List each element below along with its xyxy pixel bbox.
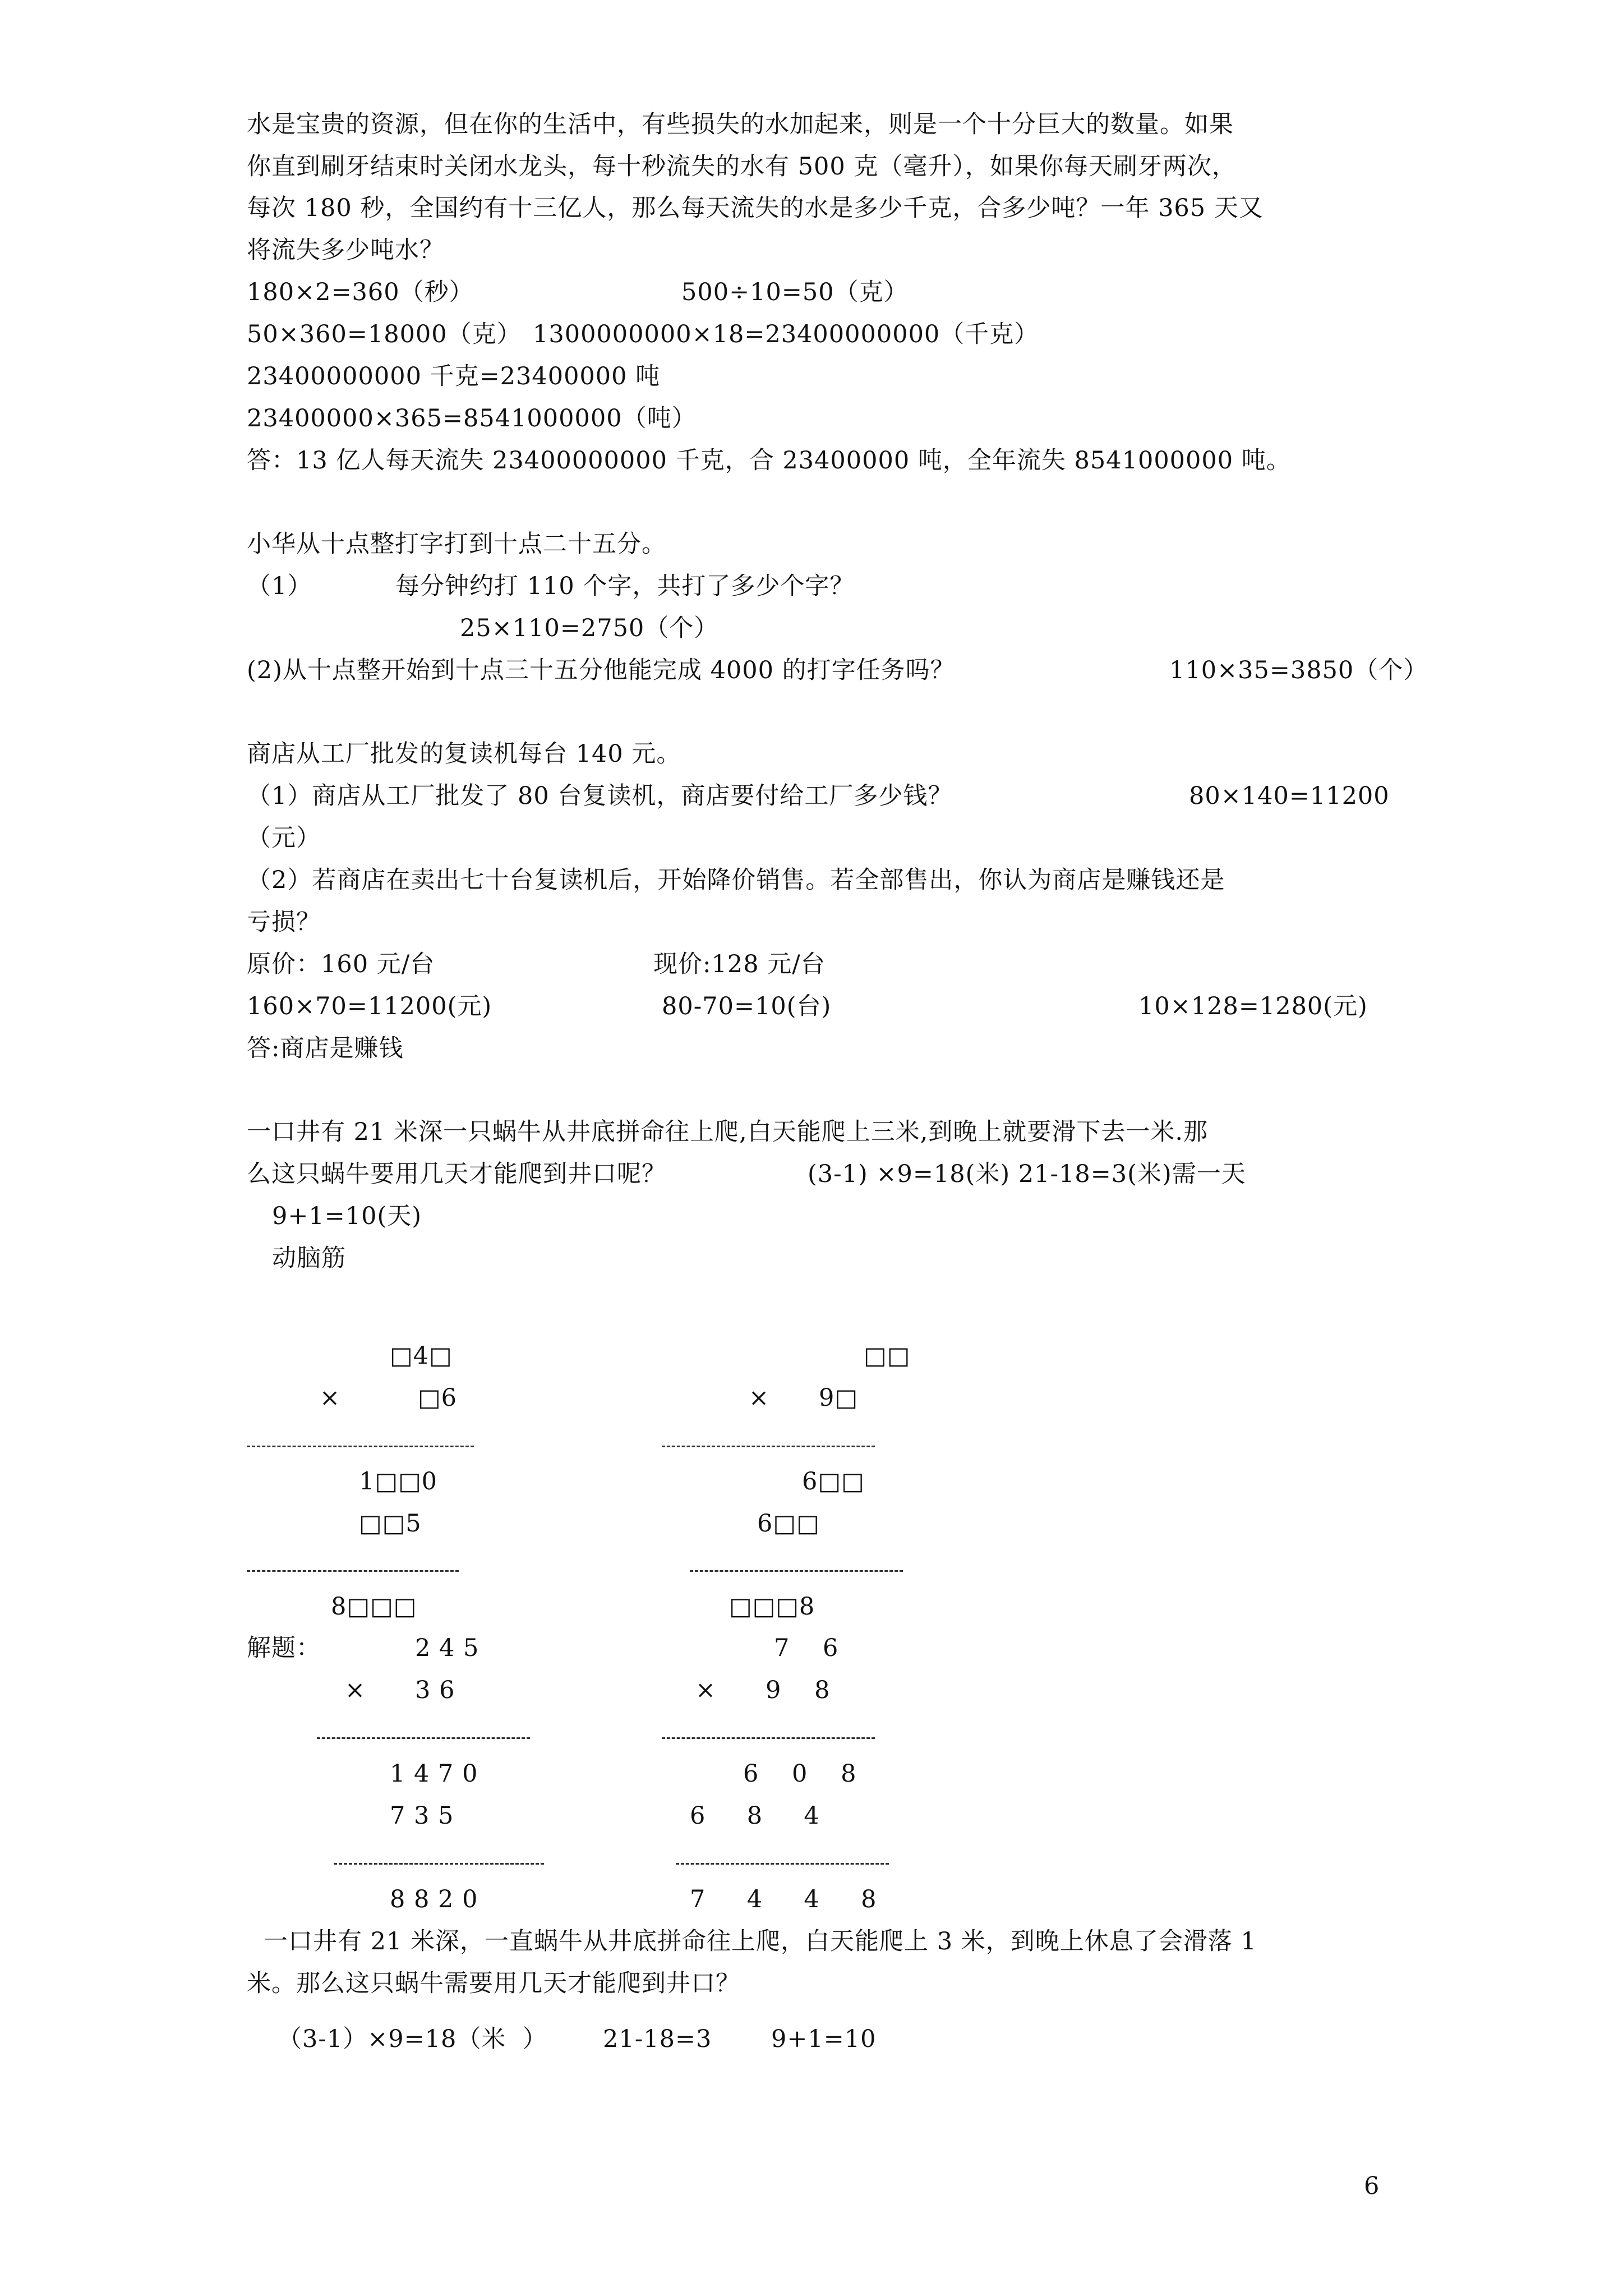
- solution-right-partial1: 6 0 8: [743, 1760, 857, 1788]
- problem5-calc-c: 9+1=10: [771, 2025, 877, 2053]
- problem1-calc2a: 50×360=18000（克）: [247, 320, 522, 348]
- problem2-q2-text: (2)从十点整开始到十点三十五分他能完成 4000 的打字任务吗？: [247, 656, 955, 684]
- puzzle-right-row2: 9□: [819, 1384, 858, 1412]
- problem1-line4: 将流失多少吨水？: [247, 236, 444, 264]
- problem1-calc1a: 180×2=360（秒）: [247, 278, 474, 306]
- problem3-calc-c: 10×128=1280(元): [1138, 992, 1368, 1020]
- problem3-answer: 答:商店是赚钱: [247, 1034, 404, 1062]
- puzzle-right-partial2: 6□□: [757, 1510, 820, 1538]
- problem3-now-price: 现价:128 元/台: [653, 950, 826, 978]
- problem1-calc1b: 500÷10=50（克）: [681, 278, 909, 306]
- problem4-line2-calc: (3-1) ×9=18(米) 21-18=3(米)需一天: [808, 1160, 1246, 1188]
- problem3-calc-a: 160×70=11200(元): [247, 992, 492, 1020]
- problem3-orig-price: 原价：160 元/台: [247, 950, 435, 978]
- puzzle-right-row1: □□: [864, 1342, 911, 1370]
- puzzle-right-rule1: [662, 1446, 875, 1447]
- puzzle-left-row1: □4□: [390, 1342, 453, 1370]
- problem2-q1-calc: 25×110=2750（个）: [460, 614, 719, 642]
- problem3-q2-line2: 亏损？: [247, 908, 321, 936]
- solution-left-partial2: 7 3 5: [390, 1802, 454, 1830]
- solution-right-row2: × 9 8: [695, 1676, 831, 1704]
- problem1-calc2b: 1300000000×18=23400000000（千克）: [533, 320, 1039, 348]
- problem2-q1-number: （1）: [247, 572, 312, 600]
- puzzle-left-row2: □6: [418, 1384, 457, 1412]
- problem5-line2: 米。那么这只蜗牛需要用几天才能爬到井口？: [247, 1970, 740, 1998]
- puzzle-right-partial1: 6□□: [802, 1467, 865, 1496]
- problem3-intro: 商店从工厂批发的复读机每台 140 元。: [247, 740, 681, 768]
- solution-right-row1: 7 6: [774, 1634, 839, 1662]
- puzzle-left-times: ×: [320, 1384, 341, 1412]
- solution-left-result: 8 8 2 0: [390, 1885, 478, 1913]
- problem2-intro: 小华从十点整打字打到十点二十五分。: [247, 530, 666, 558]
- problem3-q1-calc: 80×140=11200: [1189, 782, 1390, 810]
- problem1-line1: 水是宝贵的资源，但在你的生活中，有些损失的水加起来，则是一个十分巨大的数量。如果: [247, 111, 1234, 139]
- problem5-line1: 一口井有 21 米深，一直蜗牛从井底拼命往上爬，白天能爬上 3 米，到晚上休息了会滑落 1: [264, 1927, 1257, 1955]
- puzzle-left-rule1: [247, 1446, 474, 1447]
- problem1-line3: 每次 180 秒，全国约有十三亿人，那么每天流失的水是多少千克，合多少吨？一年 365 天又: [247, 194, 1264, 222]
- puzzle-left-result: 8□□□: [331, 1593, 417, 1621]
- solution-left-row2: × 3 6: [345, 1676, 455, 1704]
- problem4-line3: 9+1=10(天): [272, 1202, 422, 1230]
- problem3-calc-b: 80-70=10(台): [662, 992, 832, 1020]
- problem1-answer: 答：13 亿人每天流失 23400000000 千克，合 23400000 吨，全年流失 8541000000 吨。: [247, 447, 1291, 475]
- problem3-q1-unit: （元）: [247, 824, 321, 852]
- puzzle-left-partial1: 1□□0: [359, 1467, 437, 1496]
- solution-left-rule2: [334, 1863, 544, 1865]
- brain-teaser-heading: 动脑筋: [272, 1244, 346, 1272]
- puzzle-right-times: ×: [749, 1384, 770, 1412]
- solution-left-row1: 2 4 5: [415, 1634, 479, 1662]
- puzzle-right-result: □□□8: [729, 1593, 815, 1621]
- solution-left-rule1: [317, 1737, 530, 1739]
- problem3-q2-line1: （2）若商店在卖出七十台复读机后，开始降价销售。若全部售出，你认为商店是赚钱还是: [247, 866, 1225, 894]
- problem5-calc-b: 21-18=3: [603, 2025, 712, 2053]
- solution-right-rule1: [662, 1737, 875, 1739]
- problem2-q2-calc: 110×35=3850（个）: [1169, 656, 1428, 684]
- puzzle-right-rule2: [690, 1570, 903, 1572]
- problem3-q1-text: （1）商店从工厂批发了 80 台复读机，商店要付给工厂多少钱？: [247, 782, 953, 810]
- solution-right-partial2: 6 8 4: [690, 1802, 820, 1830]
- problem4-line2: 么这只蜗牛要用几天才能爬到井口呢？: [247, 1160, 666, 1188]
- solution-right-result: 7 4 4 8: [690, 1885, 877, 1913]
- puzzle-left-rule2: [247, 1570, 459, 1572]
- problem2-q1-text: 每分钟约打 110 个字，共打了多少个字？: [395, 572, 855, 600]
- problem1-line2: 你直到刷牙结束时关闭水龙头，每十秒流失的水有 500 克（毫升），如果你每天刷牙两次，: [247, 153, 1237, 181]
- solution-label: 解题：: [247, 1634, 321, 1662]
- puzzle-left-partial2: □□5: [359, 1510, 422, 1538]
- page-number: 6: [1364, 2172, 1380, 2200]
- solution-right-rule2: [676, 1863, 889, 1865]
- solution-left-partial1: 1 4 7 0: [390, 1760, 478, 1788]
- problem1-calc3: 23400000000 千克=23400000 吨: [247, 362, 661, 390]
- problem1-calc4: 23400000×365=8541000000（吨）: [247, 404, 697, 432]
- problem4-line1: 一口井有 21 米深一只蜗牛从井底拼命往上爬,白天能爬上三米,到晚上就要滑下去一米.那: [247, 1118, 1209, 1146]
- problem5-calc-a: （3-1）×9=18（米 ）: [278, 2025, 547, 2053]
